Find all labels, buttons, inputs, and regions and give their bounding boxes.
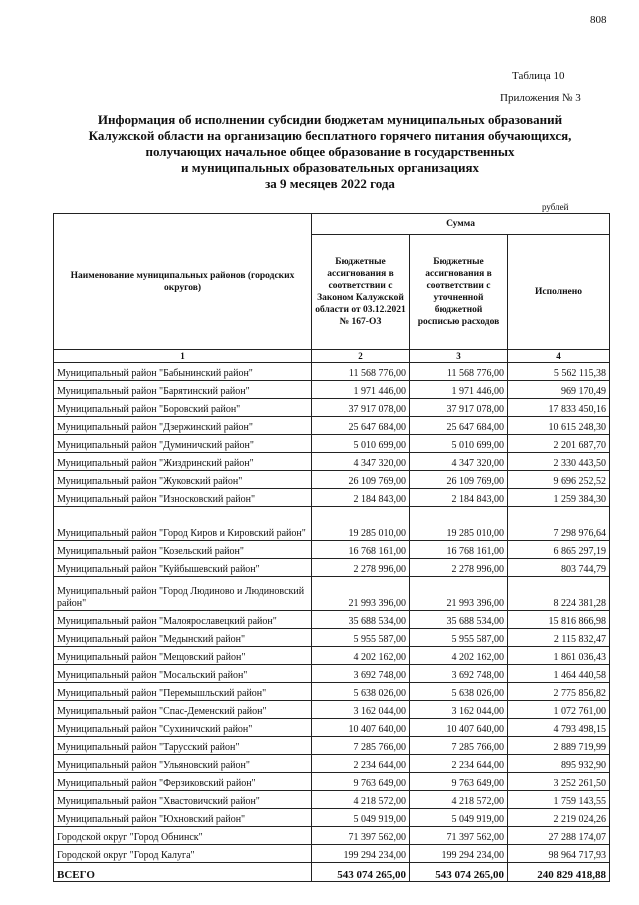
law-allocation: 1 971 446,00 <box>312 381 410 399</box>
table-number: Таблица 10 <box>512 70 565 82</box>
executed-amount: 2 201 687,70 <box>508 435 610 453</box>
executed-amount: 5 562 115,38 <box>508 363 610 381</box>
district-name: Городской округ "Город Калуга" <box>54 845 312 863</box>
refined-allocation: 1 971 446,00 <box>410 381 508 399</box>
district-name: Муниципальный район "Боровский район" <box>54 399 312 417</box>
table-row <box>54 399 610 417</box>
table-row <box>54 629 610 647</box>
district-name: Муниципальный район "Сухиничский район" <box>54 719 312 737</box>
title-line: и муниципальных образовательных организациях <box>180 160 480 175</box>
table-row <box>54 417 610 435</box>
law-allocation: 71 397 562,00 <box>312 827 410 845</box>
executed-amount: 98 964 717,93 <box>508 845 610 863</box>
table-row <box>54 559 610 577</box>
refined-allocation: 5 638 026,00 <box>410 683 508 701</box>
total-label: ВСЕГО <box>54 863 312 882</box>
district-name: Муниципальный район "Дзержинский район" <box>54 417 312 435</box>
refined-allocation: 25 647 684,00 <box>410 417 508 435</box>
executed-amount: 7 298 976,64 <box>508 507 610 541</box>
table-row <box>54 577 610 611</box>
law-allocation: 2 278 996,00 <box>312 559 410 577</box>
total-refined-allocation: 543 074 265,00 <box>410 863 508 882</box>
refined-allocation: 21 993 396,00 <box>410 577 508 611</box>
district-name: Муниципальный район "Козельский район" <box>54 541 312 559</box>
law-allocation: 7 285 766,00 <box>312 737 410 755</box>
refined-allocation: 37 917 078,00 <box>410 399 508 417</box>
title-line: Калужской области на организацию бесплатного горячего питания обучающихся, <box>88 128 572 143</box>
refined-allocation: 9 763 649,00 <box>410 773 508 791</box>
executed-amount: 2 330 443,50 <box>508 453 610 471</box>
law-allocation: 3 162 044,00 <box>312 701 410 719</box>
refined-allocation: 7 285 766,00 <box>410 737 508 755</box>
executed-amount: 6 865 297,19 <box>508 541 610 559</box>
law-allocation: 9 763 649,00 <box>312 773 410 791</box>
executed-amount: 1 259 384,30 <box>508 489 610 507</box>
refined-allocation: 4 347 320,00 <box>410 453 508 471</box>
district-name: Муниципальный район "Спас-Деменский район" <box>54 701 312 719</box>
law-allocation: 5 049 919,00 <box>312 809 410 827</box>
law-allocation: 4 218 572,00 <box>312 791 410 809</box>
law-allocation: 2 184 843,00 <box>312 489 410 507</box>
header-refined-allocations: Бюджетные ассигнования в соответствии с уточненной бюджетной росписью расходов <box>410 235 508 350</box>
refined-allocation: 4 202 162,00 <box>410 647 508 665</box>
table-row <box>54 773 610 791</box>
refined-allocation: 5 010 699,00 <box>410 435 508 453</box>
column-number: 4 <box>508 350 610 363</box>
column-number: 2 <box>312 350 410 363</box>
executed-amount: 2 115 832,47 <box>508 629 610 647</box>
table-row <box>54 665 610 683</box>
district-name: Муниципальный район "Малоярославецкий район" <box>54 611 312 629</box>
title-line: получающих начальное общее образование в государственных <box>145 144 515 159</box>
table-row <box>54 471 610 489</box>
executed-amount: 969 170,49 <box>508 381 610 399</box>
law-allocation: 4 347 320,00 <box>312 453 410 471</box>
executed-amount: 895 932,90 <box>508 755 610 773</box>
executed-amount: 2 889 719,99 <box>508 737 610 755</box>
table-row <box>54 453 610 471</box>
total-law-allocation: 543 074 265,00 <box>312 863 410 882</box>
refined-allocation: 5 955 587,00 <box>410 629 508 647</box>
column-number: 1 <box>54 350 312 363</box>
executed-amount: 2 775 856,82 <box>508 683 610 701</box>
executed-amount: 10 615 248,30 <box>508 417 610 435</box>
table-row <box>54 791 610 809</box>
page-number: 808 <box>590 14 607 26</box>
executed-amount: 15 816 866,98 <box>508 611 610 629</box>
district-name: Муниципальный район "Износковский район" <box>54 489 312 507</box>
executed-amount: 2 219 024,26 <box>508 809 610 827</box>
table-row <box>54 719 610 737</box>
executed-amount: 17 833 450,16 <box>508 399 610 417</box>
law-allocation: 2 234 644,00 <box>312 755 410 773</box>
table-row <box>54 683 610 701</box>
law-allocation: 4 202 162,00 <box>312 647 410 665</box>
header-sum: Сумма <box>312 214 610 235</box>
refined-allocation: 2 234 644,00 <box>410 755 508 773</box>
table-row <box>54 845 610 863</box>
district-name: Муниципальный район "Медынский район" <box>54 629 312 647</box>
law-allocation: 16 768 161,00 <box>312 541 410 559</box>
law-allocation: 5 638 026,00 <box>312 683 410 701</box>
table-row <box>54 381 610 399</box>
executed-amount: 9 696 252,52 <box>508 471 610 489</box>
district-name: Муниципальный район "Жуковский район" <box>54 471 312 489</box>
refined-allocation: 3 162 044,00 <box>410 701 508 719</box>
district-name: Муниципальный район "Мосальский район" <box>54 665 312 683</box>
law-allocation: 37 917 078,00 <box>312 399 410 417</box>
district-name: Муниципальный район "Хвастовичский район" <box>54 791 312 809</box>
law-allocation: 3 692 748,00 <box>312 665 410 683</box>
refined-allocation: 5 049 919,00 <box>410 809 508 827</box>
column-number: 3 <box>410 350 508 363</box>
district-name: Муниципальный район "Ферзиковский район" <box>54 773 312 791</box>
district-name: Муниципальный район "Мещовский район" <box>54 647 312 665</box>
law-allocation: 10 407 640,00 <box>312 719 410 737</box>
table-row <box>54 827 610 845</box>
table-row <box>54 611 610 629</box>
district-name: Муниципальный район "Куйбышевский район" <box>54 559 312 577</box>
refined-allocation: 2 278 996,00 <box>410 559 508 577</box>
district-name: Муниципальный район "Тарусский район" <box>54 737 312 755</box>
refined-allocation: 2 184 843,00 <box>410 489 508 507</box>
table-row <box>54 435 610 453</box>
refined-allocation: 10 407 640,00 <box>410 719 508 737</box>
district-name: Городской округ "Город Обнинск" <box>54 827 312 845</box>
refined-allocation: 4 218 572,00 <box>410 791 508 809</box>
total-row <box>54 863 610 882</box>
district-name: Муниципальный район "Бабынинский район" <box>54 363 312 381</box>
total-executed: 240 829 418,88 <box>508 863 610 882</box>
refined-allocation: 3 692 748,00 <box>410 665 508 683</box>
law-allocation: 11 568 776,00 <box>312 363 410 381</box>
executed-amount: 27 288 174,07 <box>508 827 610 845</box>
table-row <box>54 809 610 827</box>
header-executed: Исполнено <box>508 235 610 350</box>
refined-allocation: 35 688 534,00 <box>410 611 508 629</box>
district-name: Муниципальный район "Перемышльский район" <box>54 683 312 701</box>
executed-amount: 1 861 036,43 <box>508 647 610 665</box>
law-allocation: 35 688 534,00 <box>312 611 410 629</box>
law-allocation: 199 294 234,00 <box>312 845 410 863</box>
table-row <box>54 701 610 719</box>
executed-amount: 8 224 381,28 <box>508 577 610 611</box>
currency-unit: рублей <box>542 202 569 212</box>
refined-allocation: 26 109 769,00 <box>410 471 508 489</box>
executed-amount: 1 464 440,58 <box>508 665 610 683</box>
header-name: Наименование муниципальных районов (городских округов) <box>54 214 312 350</box>
law-allocation: 19 285 010,00 <box>312 507 410 541</box>
law-allocation: 25 647 684,00 <box>312 417 410 435</box>
executed-amount: 1 759 143,55 <box>508 791 610 809</box>
executed-amount: 1 072 761,00 <box>508 701 610 719</box>
law-allocation: 5 955 587,00 <box>312 629 410 647</box>
law-allocation: 5 010 699,00 <box>312 435 410 453</box>
law-allocation: 26 109 769,00 <box>312 471 410 489</box>
title-line: за 9 месяцев 2022 года <box>265 176 395 191</box>
table-row <box>54 647 610 665</box>
district-name: Муниципальный район "Жиздринский район" <box>54 453 312 471</box>
table-row <box>54 507 610 541</box>
table-row <box>54 489 610 507</box>
refined-allocation: 19 285 010,00 <box>410 507 508 541</box>
header-law-allocations: Бюджетные ассигнования в соответствии с Законом Калужской области от 03.12.2021 № 167-ОЗ <box>312 235 410 350</box>
executed-amount: 803 744,79 <box>508 559 610 577</box>
document-title <box>60 112 600 192</box>
law-allocation: 21 993 396,00 <box>312 577 410 611</box>
subsidy-table <box>53 213 610 882</box>
refined-allocation: 199 294 234,00 <box>410 845 508 863</box>
title-line: Информация об исполнении субсидии бюджетам муниципальных образований <box>97 112 563 127</box>
table-row <box>54 541 610 559</box>
refined-allocation: 11 568 776,00 <box>410 363 508 381</box>
district-name: Муниципальный район "Город Киров и Кировский район" <box>54 507 312 541</box>
refined-allocation: 16 768 161,00 <box>410 541 508 559</box>
table-row <box>54 363 610 381</box>
appendix-label: Приложения № 3 <box>500 92 581 104</box>
district-name: Муниципальный район "Думиничский район" <box>54 435 312 453</box>
refined-allocation: 71 397 562,00 <box>410 827 508 845</box>
district-name: Муниципальный район "Барятинский район" <box>54 381 312 399</box>
district-name: Муниципальный район "Город Людиново и Людиновский район" <box>54 577 312 611</box>
district-name: Муниципальный район "Ульяновский район" <box>54 755 312 773</box>
table-row <box>54 755 610 773</box>
district-name: Муниципальный район "Юхновский район" <box>54 809 312 827</box>
executed-amount: 4 793 498,15 <box>508 719 610 737</box>
executed-amount: 3 252 261,50 <box>508 773 610 791</box>
table-row <box>54 737 610 755</box>
